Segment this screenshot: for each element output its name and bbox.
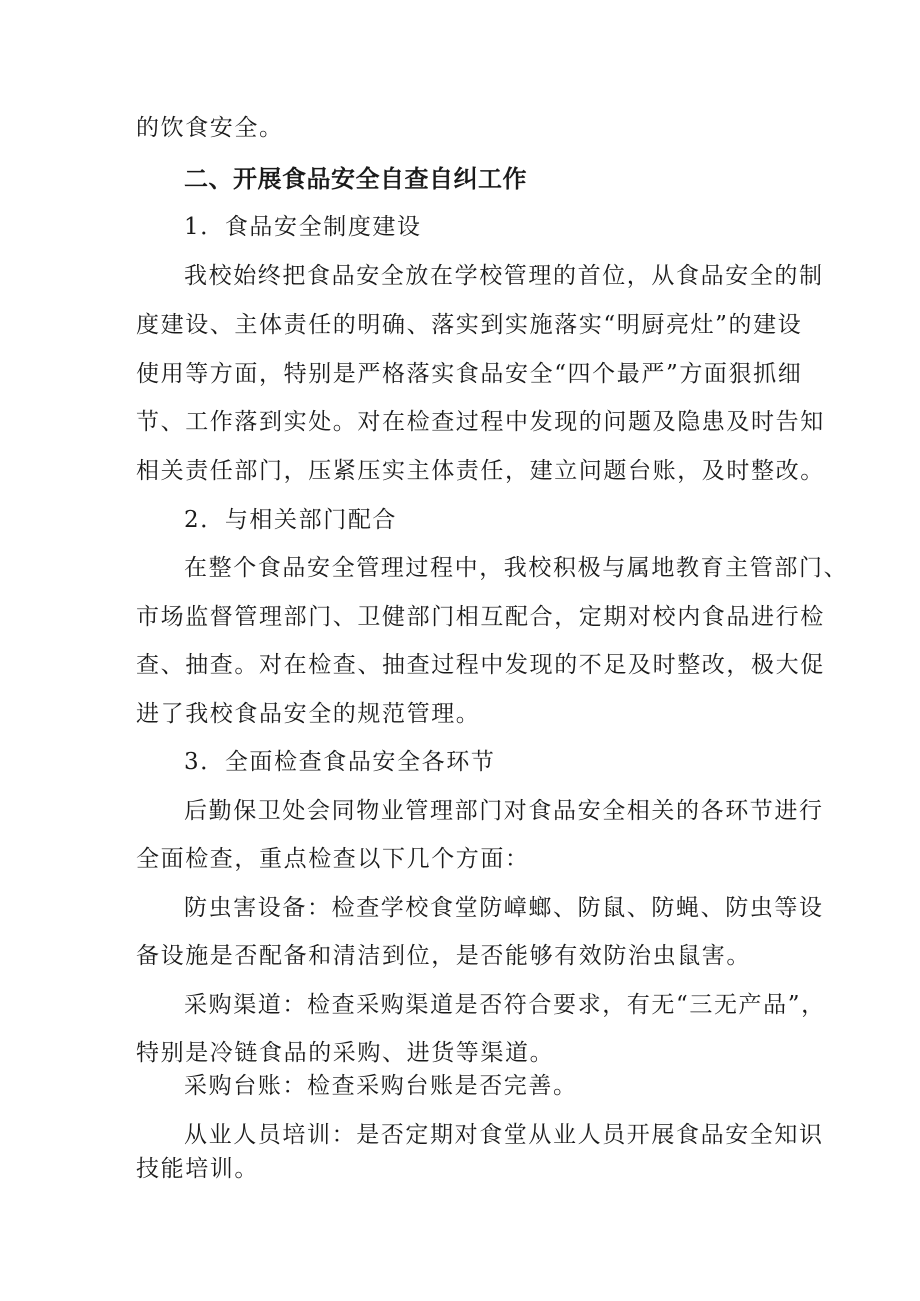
paragraph-1-line-5: 相关责任部门，压紧压实主体责任，建立问题台账，及时整改。 (136, 458, 825, 484)
subsection-heading-2: 2．与相关部门配合 (184, 507, 398, 533)
procurement-channel-item-line-1: 采购渠道：检查采购渠道是否符合要求，有无“三无产品”， (184, 992, 826, 1018)
procurement-channel-item-line-2: 特别是冷链食品的采购、进货等渠道。 (136, 1040, 555, 1066)
procurement-ledger-item: 采购台账：检查采购台账是否完善。 (184, 1073, 578, 1099)
subsection-heading-3: 3．全面检查食品安全各环节 (184, 749, 496, 775)
subsection-heading-1: 1．食品安全制度建设 (184, 214, 422, 240)
staff-training-item-line-2: 技能培训。 (136, 1156, 259, 1182)
paragraph-continuation: 的饮食安全。 (136, 115, 284, 141)
paragraph-2-line-2: 市场监督管理部门、卫健部门相互配合，定期对校内食品进行检 (136, 604, 825, 630)
paragraph-2-line-4: 进了我校食品安全的规范管理。 (136, 701, 481, 727)
paragraph-3-line-1: 后勤保卫处会同物业管理部门对食品安全相关的各环节进行 (184, 798, 824, 824)
paragraph-1-line-2: 度建设、主体责任的明确、落实到实施落实“明厨亮灶”的建设 (136, 312, 803, 338)
pest-control-item-line-1: 防虫害设备：检查学校食堂防嶂螂、防鼠、防蝇、防虫等设 (184, 895, 824, 921)
paragraph-2-line-3: 查、抽查。对在检查、抽查过程中发现的不足及时整改，极大促 (136, 652, 825, 678)
pest-control-item-line-2: 备设施是否配备和清洁到位，是否能够有效防治虫鼠害。 (136, 943, 751, 969)
paragraph-1-line-3: 使用等方面，特别是严格落实食品安全“四个最严”方面狠抓细 (136, 361, 803, 387)
section-heading: 二、开展食品安全自查自纠工作 (184, 165, 527, 193)
paragraph-2-line-1: 在整个食品安全管理过程中，我校积极与属地教育主管部门、 (184, 555, 849, 581)
paragraph-1-line-4: 节、工作落到实处。对在检查过程中发现的问题及隐患及时告知 (136, 409, 825, 435)
paragraph-3-line-2: 全面检查，重点检查以下几个方面： (136, 846, 530, 872)
paragraph-1-line-1: 我校始终把食品安全放在学校管理的首位，从食品安全的制 (184, 263, 824, 289)
staff-training-item-line-1: 从业人员培训：是否定期对食堂从业人员开展食品安全知识 (184, 1122, 824, 1148)
